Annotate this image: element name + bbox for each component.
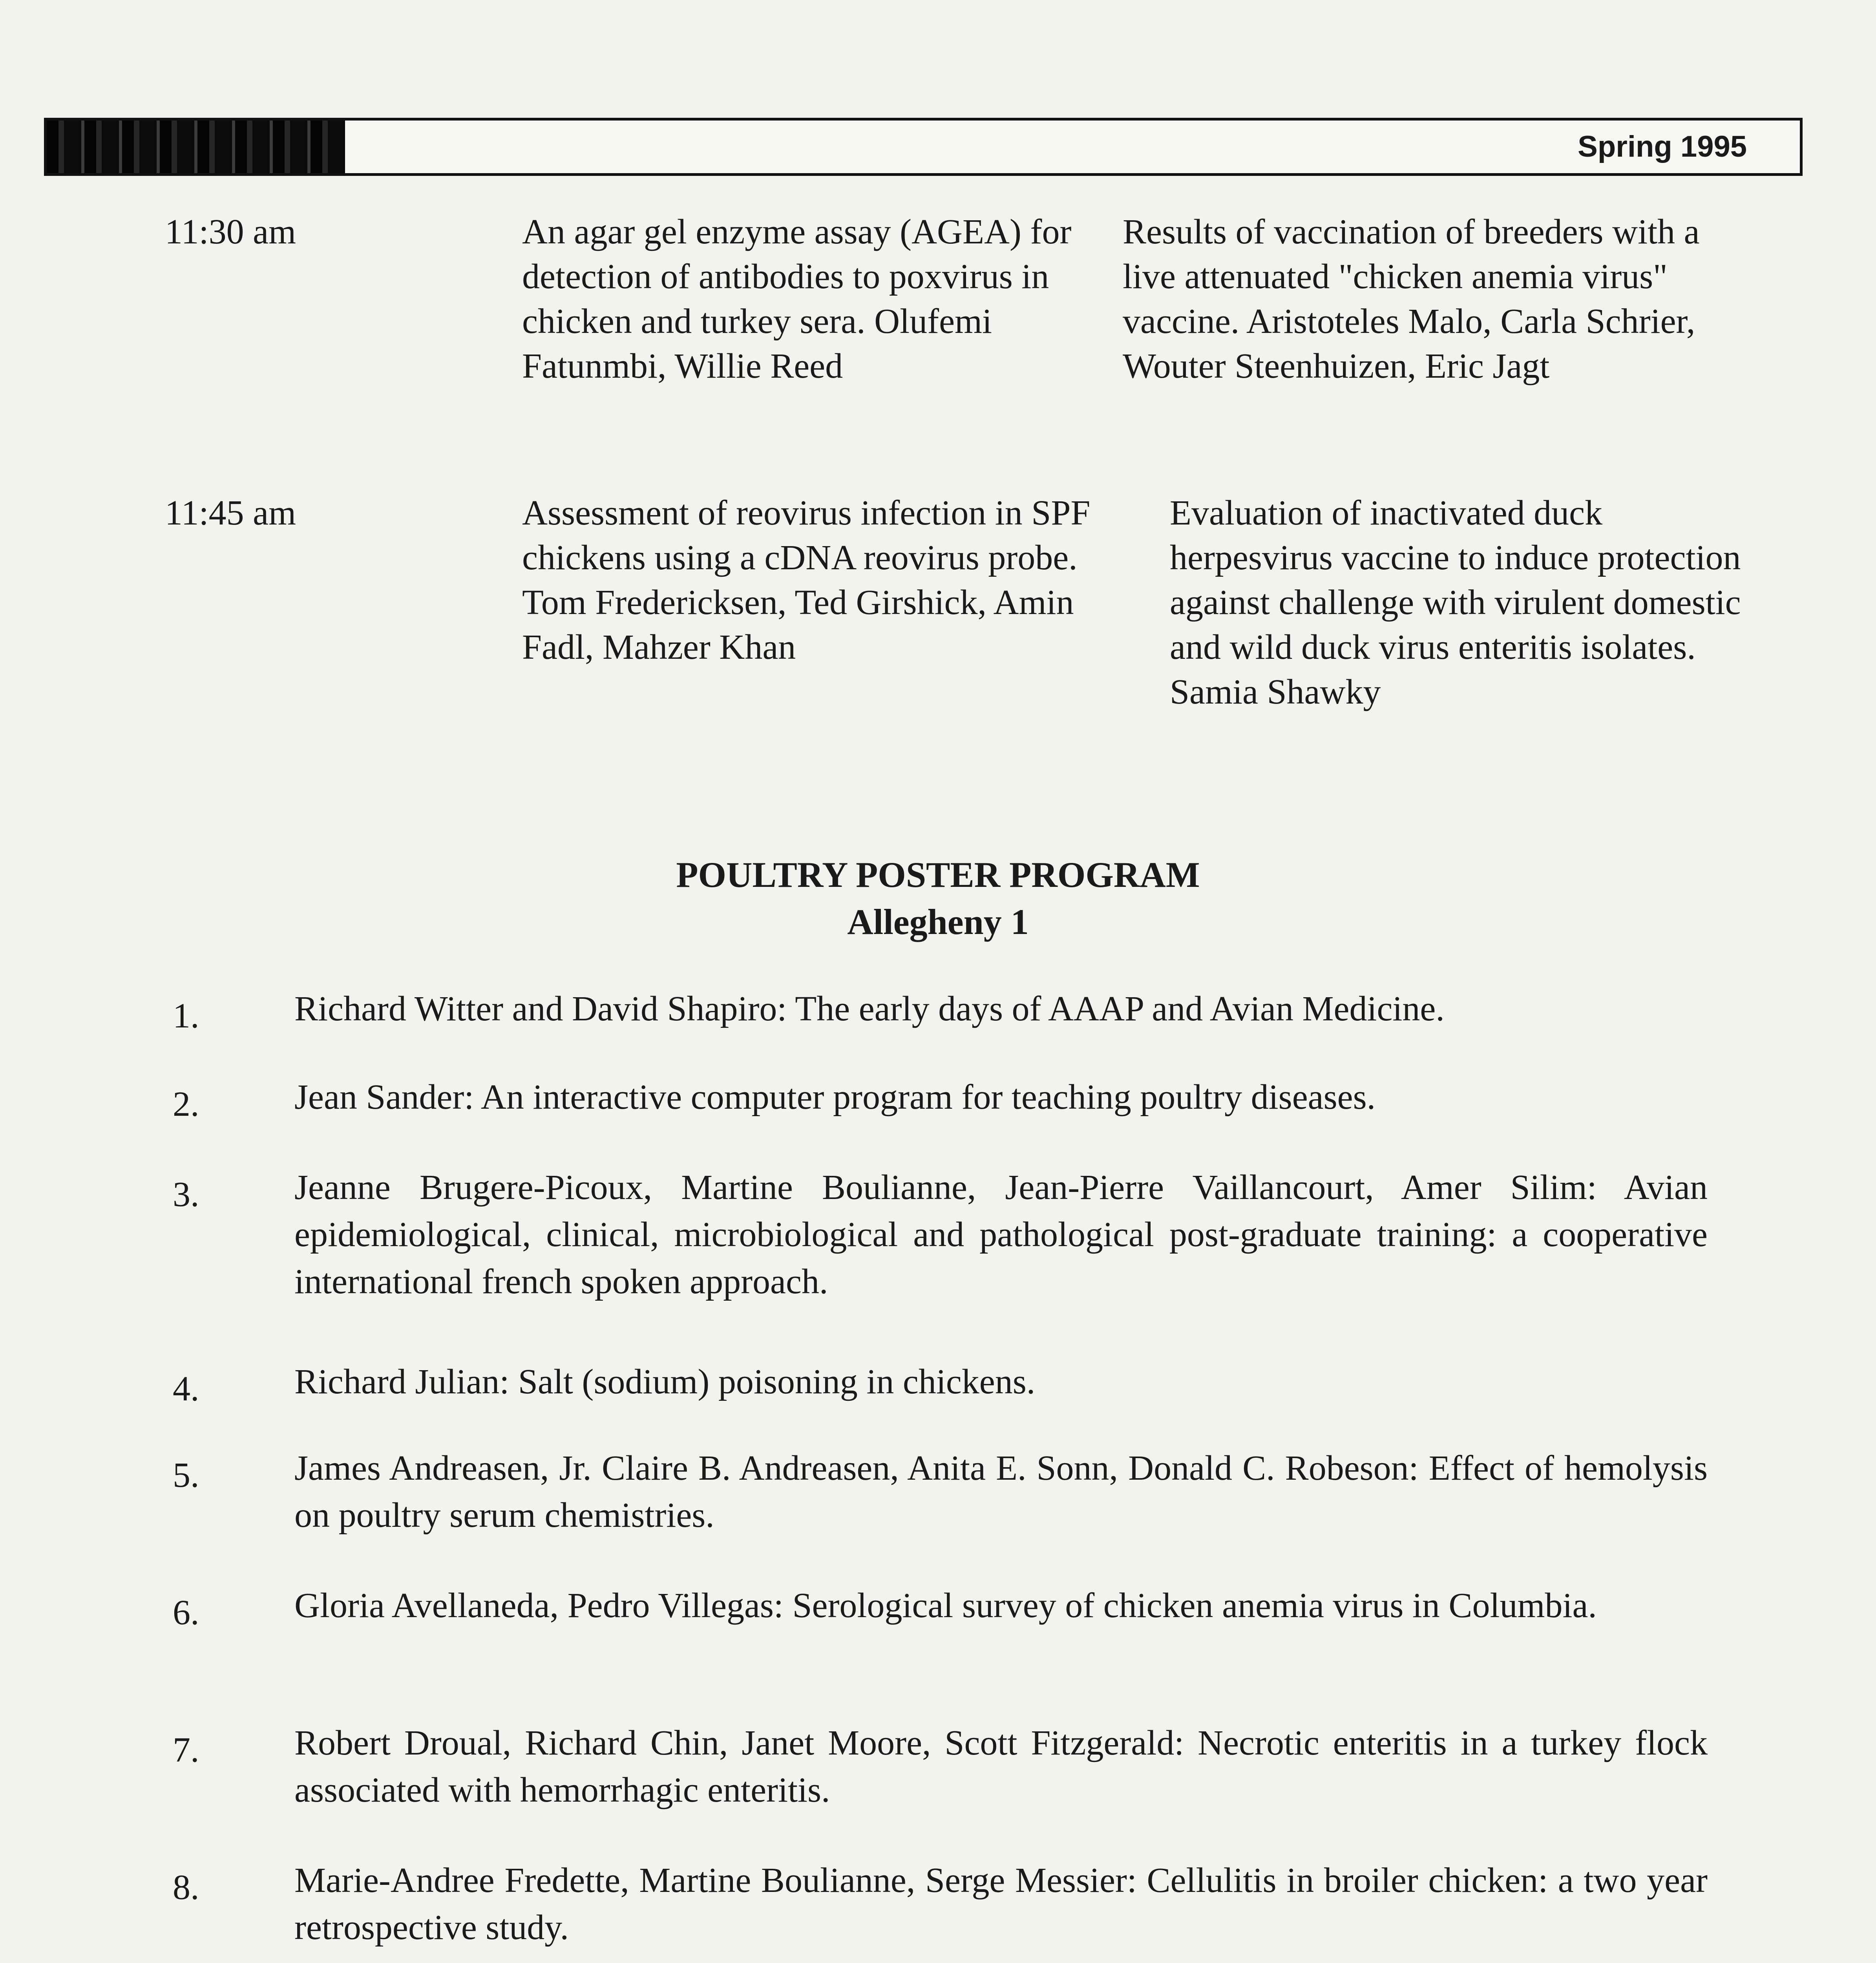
- poster-number: 2.: [173, 1085, 199, 1124]
- poster-number: 5.: [173, 1456, 199, 1495]
- session-talk-a: An agar gel enzyme assay (AGEA) for detection of antibodies to poxvirus in chicken and turkey sera. Olufemi Fatunmbi, Willie Reed: [522, 212, 1072, 386]
- poster-text: Richard Julian: Salt (sodium) poisoning in chickens.: [294, 1362, 1036, 1401]
- poster-program-room: Allegheny 1: [847, 902, 1029, 942]
- poster-text: Marie-Andree Fredette, Martine Boulianne, Serge Messier: Cellulitis in broiler chicken: a two year retrospective study.: [294, 1861, 1708, 1947]
- session-talk-b: Results of vaccination of breeders with a live attenuated "chicken anemia virus" vaccine. Aristoteles Malo, Carla Schrier, Wouter Steenhuizen, Eric Jagt: [1123, 212, 1700, 386]
- session-time: 11:30 am: [165, 212, 296, 251]
- session-talk-a: Assessment of reovirus infection in SPF chickens using a cDNA reovirus probe. Tom Fredericksen, Ted Girshick, Amin Fadl, Mahzer Khan: [522, 493, 1091, 667]
- header-logo-strip: [47, 121, 345, 173]
- issue-season: Spring 1995: [1578, 130, 1747, 163]
- poster-number: 3.: [173, 1175, 199, 1214]
- poster-text: Jeanne Brugere-Picoux, Martine Boulianne, Jean-Pierre Vaillancourt, Amer Silim: Avian epidemiological, clinical, microbiological and pathological post-graduate training: a cooperative international french spoken approach.: [294, 1168, 1708, 1301]
- poster-text: Jean Sander: An interactive computer program for teaching poultry diseases.: [294, 1078, 1376, 1117]
- poster-text: Gloria Avellaneda, Pedro Villegas: Serological survey of chicken anemia virus in Columbia.: [294, 1586, 1597, 1625]
- poster-number: 6.: [173, 1593, 199, 1632]
- poster-number: 1.: [173, 996, 199, 1035]
- poster-text: James Andreasen, Jr. Claire B. Andreasen, Anita E. Sonn, Donald C. Robeson: Effect of hemolysis on poultry serum chemistries.: [294, 1449, 1708, 1535]
- poster-number: 7.: [173, 1731, 199, 1769]
- poster-number: 8.: [173, 1868, 199, 1907]
- session-time: 11:45 am: [165, 493, 296, 532]
- poster-program-title: POULTRY POSTER PROGRAM: [676, 855, 1200, 895]
- poster-text: Robert Droual, Richard Chin, Janet Moore, Scott Fitzgerald: Necrotic enteritis in a turkey flock associated with hemorrhagic enteritis.: [294, 1724, 1708, 1809]
- session-talk-b: Evaluation of inactivated duck herpesvirus vaccine to induce protection against challenge with virulent domestic and wild duck virus enteritis isolates. Samia Shawky: [1170, 493, 1741, 711]
- poster-text: Richard Witter and David Shapiro: The early days of AAAP and Avian Medicine.: [294, 989, 1445, 1028]
- poster-number: 4.: [173, 1369, 199, 1408]
- header-bar: [44, 118, 1803, 176]
